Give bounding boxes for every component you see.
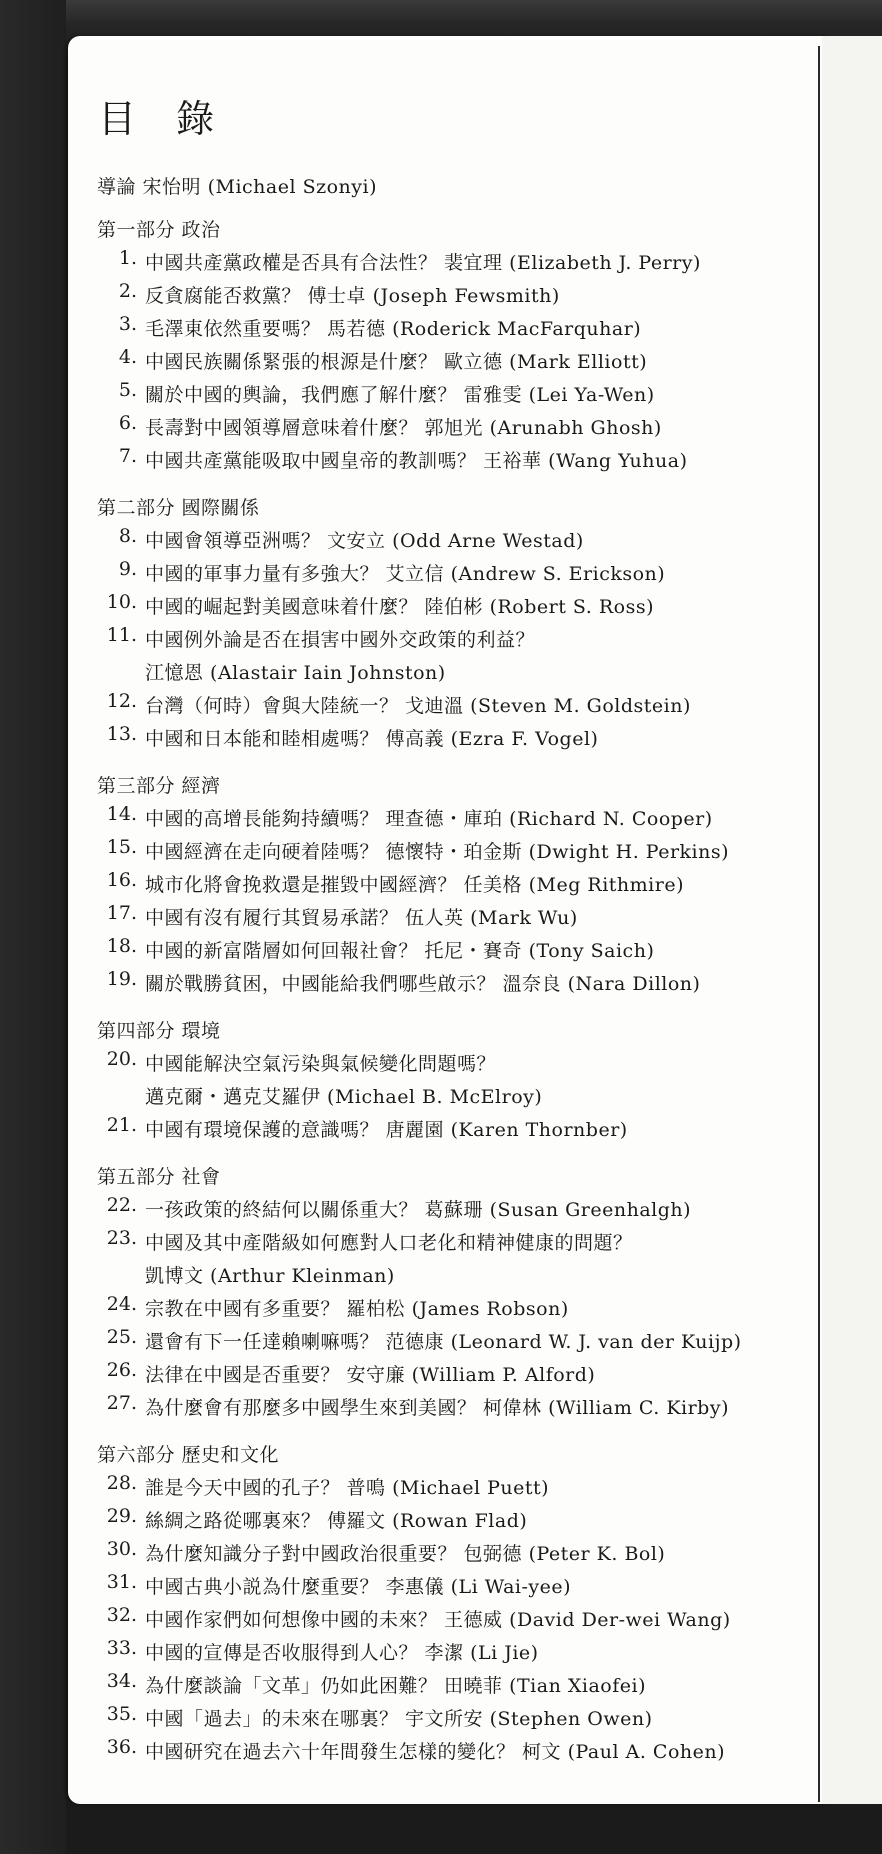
toc-part — [97, 1161, 797, 1425]
toc-entry[interactable] — [97, 313, 797, 346]
entry-line: 中國及其中產階級如何應對人口老化和精神健康的問題？ — [145, 1232, 633, 1254]
entry-text — [145, 1538, 665, 1571]
entry-line: 中國共產黨能吸取中國皇帝的教訓嗎？ 王裕華 (Wang Yuhua) — [145, 450, 688, 472]
facing-page-edge — [822, 36, 882, 1804]
entry-text — [145, 558, 665, 591]
toc-entry[interactable] — [97, 379, 797, 412]
toc-entry[interactable] — [97, 1604, 797, 1637]
entry-text — [145, 1293, 569, 1326]
toc-entry[interactable] — [97, 624, 797, 690]
entry-text — [145, 935, 654, 968]
entry-number: 18. — [106, 935, 137, 957]
toc-entry[interactable] — [97, 525, 797, 558]
toc-entry[interactable] — [97, 1227, 797, 1293]
entry-text — [145, 247, 701, 280]
entry-text — [145, 346, 647, 379]
entry-line: 關於中國的輿論，我們應了解什麼？ 雷雅雯 (Lei Ya-Wen) — [145, 384, 655, 406]
entry-text — [145, 313, 641, 346]
part-heading: 第二部分 國際關係 — [97, 497, 260, 519]
entry-number: 29. — [106, 1505, 137, 1527]
entry-line: 中國有沒有履行其貿易承諾？ 伍人英 (Mark Wu) — [145, 907, 578, 929]
entry-text — [145, 1472, 549, 1505]
introduction-entry[interactable]: 導論 宋怡明 (Michael Szonyi) — [97, 176, 378, 198]
entry-text — [145, 1227, 633, 1293]
entry-line: 中國例外論是否在損害中國外交政策的利益？ — [145, 629, 536, 651]
entry-text — [145, 690, 691, 723]
entry-text — [145, 836, 729, 869]
entry-line: 一孩政策的終結何以關係重大？ 葛蘇珊 (Susan Greenhalgh) — [145, 1199, 692, 1221]
toc-entry[interactable] — [97, 1359, 797, 1392]
entry-number: 9. — [118, 558, 137, 580]
entry-number: 16. — [106, 869, 137, 891]
entry-line: 凱博文 (Arthur Kleinman) — [145, 1265, 395, 1287]
toc-entry[interactable] — [97, 836, 797, 869]
entry-number: 2. — [118, 280, 137, 302]
entry-line: 誰是今天中國的孔子？ 普鳴 (Michael Puett) — [145, 1477, 550, 1499]
book-spine-line — [818, 46, 820, 1802]
entry-line: 反貪腐能否救黨？ 傅士卓 (Joseph Fewsmith) — [145, 285, 560, 307]
toc-part — [97, 492, 797, 756]
toc-entry[interactable] — [97, 247, 797, 280]
entry-line: 中國民族關係緊張的根源是什麼？ 歐立德 (Mark Elliott) — [145, 351, 648, 373]
toc-entry[interactable] — [97, 1326, 797, 1359]
toc-entry[interactable] — [97, 1670, 797, 1703]
entry-line: 中國和日本能和睦相處嗎？ 傅高義 (Ezra F. Vogel) — [145, 728, 599, 750]
entry-text — [145, 1194, 691, 1227]
entry-number: 11. — [106, 624, 137, 646]
page-title: 目 錄 — [98, 97, 229, 141]
entry-line: 宗教在中國有多重要？ 羅柏松 (James Robson) — [145, 1298, 569, 1320]
toc-entry[interactable] — [97, 1048, 797, 1114]
toc-entry[interactable] — [97, 1392, 797, 1425]
entry-text — [145, 624, 535, 690]
entry-line: 中國「過去」的未來在哪裏？ 宇文所安 (Stephen Owen) — [145, 1708, 653, 1730]
toc-part — [97, 214, 797, 478]
toc-entry[interactable] — [97, 869, 797, 902]
entry-text — [145, 412, 662, 445]
entry-number: 28. — [106, 1472, 137, 1494]
toc-entry[interactable] — [97, 1114, 797, 1147]
entry-text — [145, 902, 578, 935]
entry-line: 中國會領導亞洲嗎？ 文安立 (Odd Arne Westad) — [145, 530, 584, 552]
entry-text — [145, 445, 687, 478]
entry-text — [145, 1604, 731, 1637]
toc-entry[interactable] — [97, 558, 797, 591]
entry-text — [145, 1703, 653, 1736]
entry-number: 7. — [118, 445, 137, 467]
toc-entry[interactable] — [97, 445, 797, 478]
entry-line: 為什麼談論「文革」仍如此困難？ 田曉菲 (Tian Xiaofei) — [145, 1675, 646, 1697]
entry-text — [145, 723, 598, 756]
part-heading: 第六部分 歷史和文化 — [97, 1444, 280, 1466]
entry-number: 14. — [106, 803, 137, 825]
part-heading: 第四部分 環境 — [97, 1020, 221, 1042]
entry-text — [145, 379, 655, 412]
toc-entry[interactable] — [97, 935, 797, 968]
entry-text — [145, 591, 654, 624]
entry-line: 中國能解決空氣污染與氣候變化問題嗎？ — [145, 1053, 497, 1075]
entry-number: 36. — [106, 1736, 137, 1758]
toc-entry[interactable] — [97, 1293, 797, 1326]
entry-text — [145, 1114, 628, 1147]
entry-number: 20. — [106, 1048, 137, 1070]
toc-entry[interactable] — [97, 803, 797, 836]
toc-part — [97, 770, 797, 1001]
entry-number: 5. — [118, 379, 137, 401]
entry-number: 34. — [106, 1670, 137, 1692]
entry-number: 23. — [106, 1227, 137, 1249]
toc-entry[interactable] — [97, 591, 797, 624]
entry-text — [145, 1326, 742, 1359]
toc-entry[interactable] — [97, 1194, 797, 1227]
toc-entry[interactable] — [97, 1571, 797, 1604]
entry-text — [145, 1670, 646, 1703]
entry-text — [145, 803, 713, 836]
part-heading: 第五部分 社會 — [97, 1166, 221, 1188]
entry-line: 台灣（何時）會與大陸統一？ 戈迪溫 (Steven M. Goldstein) — [145, 695, 691, 717]
entry-text — [145, 525, 584, 558]
entry-line: 絲綢之路從哪裏來？ 傅羅文 (Rowan Flad) — [145, 1510, 528, 1532]
entry-number: 3. — [118, 313, 137, 335]
entry-number: 17. — [106, 902, 137, 924]
entry-text — [145, 1637, 539, 1670]
entry-line: 中國有環境保護的意識嗎？ 唐麗園 (Karen Thornber) — [145, 1119, 628, 1141]
entry-number: 26. — [106, 1359, 137, 1381]
toc-entry[interactable] — [97, 723, 797, 756]
entry-number: 32. — [106, 1604, 137, 1626]
entry-number: 33. — [106, 1637, 137, 1659]
toc-entry[interactable] — [97, 1538, 797, 1571]
entry-number: 8. — [118, 525, 137, 547]
entry-text — [145, 1571, 571, 1604]
toc-entry[interactable] — [97, 412, 797, 445]
entry-line: 毛澤東依然重要嗎？ 馬若德 (Roderick MacFarquhar) — [145, 318, 642, 340]
entry-number: 30. — [106, 1538, 137, 1560]
entry-number: 22. — [106, 1194, 137, 1216]
entry-line: 中國的軍事力量有多強大？ 艾立信 (Andrew S. Erickson) — [145, 563, 666, 585]
entry-line: 中國經濟在走向硬着陸嗎？ 德懷特・珀金斯 (Dwight H. Perkins) — [145, 841, 730, 863]
entry-number: 4. — [118, 346, 137, 368]
toc-part — [97, 1015, 797, 1147]
entry-line: 城市化將會挽救還是摧毀中國經濟？ 任美格 (Meg Rithmire) — [145, 874, 684, 896]
entry-line: 邁克爾・邁克艾羅伊 (Michael B. McElroy) — [145, 1086, 543, 1108]
entry-line: 法律在中國是否重要？ 安守廉 (William P. Alford) — [145, 1364, 596, 1386]
entry-number: 35. — [106, 1703, 137, 1725]
entry-text — [145, 869, 684, 902]
entry-line: 中國的崛起對美國意味着什麼？ 陸伯彬 (Robert S. Ross) — [145, 596, 654, 618]
entry-number: 19. — [106, 968, 137, 990]
entry-line: 中國共產黨政權是否具有合法性？ 裴宜理 (Elizabeth J. Perry) — [145, 252, 701, 274]
entry-line: 中國的新富階層如何回報社會？ 托尼・賽奇 (Tony Saich) — [145, 940, 655, 962]
toc-entry[interactable] — [97, 1472, 797, 1505]
entry-number: 15. — [106, 836, 137, 858]
entry-text — [145, 1736, 725, 1769]
toc-part — [97, 1439, 797, 1769]
entry-number: 6. — [118, 412, 137, 434]
entry-text — [145, 968, 700, 1001]
toc-entry[interactable] — [97, 346, 797, 379]
entry-line: 為什麼會有那麼多中國學生來到美國？ 柯偉林 (William C. Kirby) — [145, 1397, 729, 1419]
part-heading: 第一部分 政治 — [97, 219, 221, 241]
entry-text — [145, 1359, 595, 1392]
entry-number: 25. — [106, 1326, 137, 1348]
entry-number: 10. — [106, 591, 137, 613]
entry-number: 13. — [106, 723, 137, 745]
entry-text — [145, 1505, 527, 1538]
entry-line: 江憶恩 (Alastair Iain Johnston) — [145, 662, 446, 684]
scan-background-left — [0, 0, 66, 1854]
toc-entry[interactable] — [97, 690, 797, 723]
entry-line: 還會有下一任達賴喇嘛嗎？ 范德康 (Leonard W. J. van der Kuijp) — [145, 1331, 742, 1353]
entry-line: 中國研究在過去六十年間發生怎樣的變化？ 柯文 (Paul A. Cohen) — [145, 1741, 726, 1763]
entry-line: 中國的宣傳是否收服得到人心？ 李潔 (Li Jie) — [145, 1642, 539, 1664]
part-heading: 第三部分 經濟 — [97, 775, 221, 797]
entry-number: 12. — [106, 690, 137, 712]
entry-line: 中國古典小説為什麼重要？ 李惠儀 (Li Wai-yee) — [145, 1576, 572, 1598]
entry-number: 21. — [106, 1114, 137, 1136]
entry-line: 中國作家們如何想像中國的未來？ 王德威 (David Der-wei Wang) — [145, 1609, 731, 1631]
entry-number: 24. — [106, 1293, 137, 1315]
entry-text — [145, 280, 560, 313]
table-of-contents — [97, 170, 797, 1783]
entry-line: 為什麼知識分子對中國政治很重要？ 包弼德 (Peter K. Bol) — [145, 1543, 666, 1565]
toc-entry[interactable] — [97, 1703, 797, 1736]
entry-text — [145, 1048, 542, 1114]
toc-entry[interactable] — [97, 968, 797, 1001]
toc-entry[interactable] — [97, 280, 797, 313]
entry-text — [145, 1392, 729, 1425]
toc-entry[interactable] — [97, 1637, 797, 1670]
toc-entry[interactable] — [97, 902, 797, 935]
entry-line: 中國的高增長能夠持續嗎？ 理查德・庫珀 (Richard N. Cooper) — [145, 808, 713, 830]
toc-entry[interactable] — [97, 1505, 797, 1538]
toc-entry[interactable] — [97, 1736, 797, 1769]
entry-line: 長壽對中國領導層意味着什麼？ 郭旭光 (Arunabh Ghosh) — [145, 417, 662, 439]
entry-line: 關於戰勝貧困，中國能給我們哪些啟示？ 溫奈良 (Nara Dillon) — [145, 973, 701, 995]
entry-number: 1. — [118, 247, 137, 269]
entry-number: 27. — [106, 1392, 137, 1414]
entry-number: 31. — [106, 1571, 137, 1593]
